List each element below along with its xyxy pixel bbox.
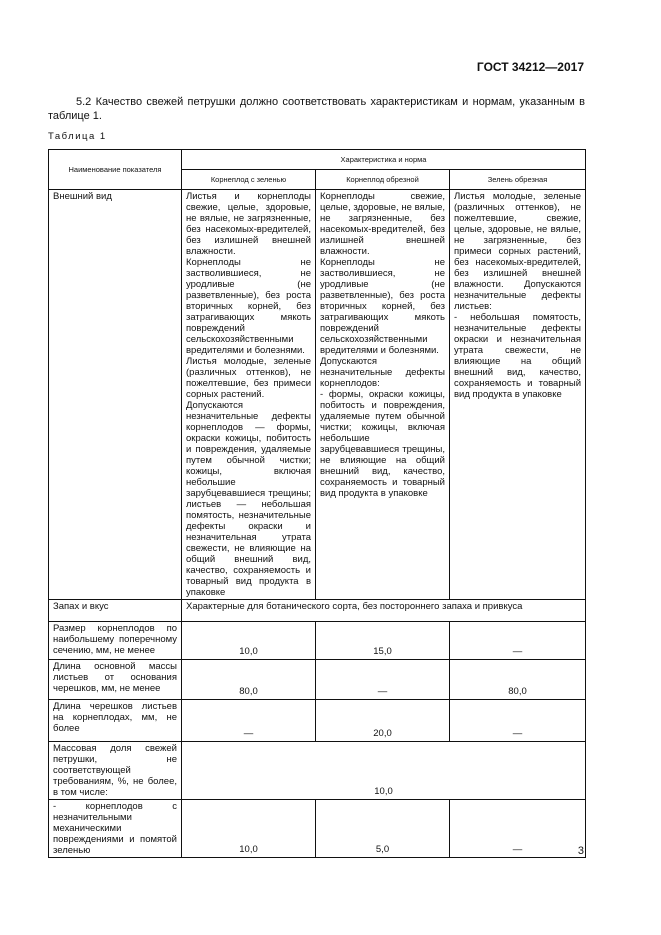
cell-paragraph: Допускаются незначительные дефекты корнеплодов — формы, окраски кожицы, побитость и повреждения, удаляемые путем обычной чистки; кожицы, включая небольшие зарубцевавшиеся трещины; листьев — небольшая помятость, незначительные дефекты окраски и незначительная утрата свежести, не влияющие на общий внешний вид, качество, сохраняемость и товарный вид продукта в упаковке (186, 400, 311, 598)
cell-paragraph: Листья молодые, зеленые (различных оттенков), не пожелтевшие, без примеси сорных растений. (186, 356, 311, 400)
table-row (49, 742, 586, 800)
table-header-row (49, 150, 586, 170)
cell-paragraph: Корнеплоды не застволившиеся, не уродливые (не разветвленные), без роста вторичных корней, без затрагивающих мякоть повреждений сельскохозяйственными вредителями и болезнями. (320, 257, 445, 356)
taste-value: Характерные для ботанического сорта, без постороннего запаха и привкуса (182, 600, 586, 622)
requirements-table (48, 149, 586, 858)
row-label: Внешний вид (49, 190, 182, 600)
table-caption: Таблица 1 (48, 131, 107, 142)
table-cell: 15,0 (316, 622, 450, 660)
mass-fraction-value: 10,0 (182, 742, 586, 800)
cell-paragraph: Допускаются незначительные дефекты корнеплодов: (320, 356, 445, 389)
table-cell: — (316, 660, 450, 700)
standard-number: ГОСТ 34212—2017 (476, 60, 584, 74)
table-cell: — (450, 700, 586, 742)
table-row (49, 600, 586, 622)
table-cell: — (450, 622, 586, 660)
col-header-root-with-greens: Корнеплод с зеленью (182, 170, 316, 190)
table-row (49, 800, 586, 858)
cell-paragraph: - небольшая помятость, незначительные дефекты окраски и незначительная утрата свежести, не влияющие на общий внешний вид, качество, сохраняемость и товарный вид продукта в упаковке (454, 312, 582, 400)
table-cell: 20,0 (316, 700, 450, 742)
table-cell: 80,0 (450, 660, 586, 700)
page-number: 3 (577, 845, 584, 857)
table-cell: — (450, 800, 586, 858)
appearance-cell-2 (316, 190, 450, 600)
table-row (49, 700, 586, 742)
cell-paragraph: Листья и корнеплоды свежие, целые, здоровые, не вялые, не загрязненные, без насекомых-вредителей, без излишней внешней влажности. (186, 191, 311, 257)
col-header-trimmed-root: Корнеплод обрезной (316, 170, 450, 190)
intro-paragraph: 5.2 Качество свежей петрушки должно соответствовать характеристикам и нормам, указанным в таблице 1. (48, 96, 585, 122)
table-cell: 80,0 (182, 660, 316, 700)
col-header-trimmed-greens: Зелень обрезная (450, 170, 586, 190)
appearance-cell-3 (450, 190, 586, 600)
appearance-cell-1 (182, 190, 316, 600)
row-label: - корнеплодов с незначительными механическими повреждениями и помятой зеленью (49, 800, 182, 858)
table-cell: 10,0 (182, 800, 316, 858)
cell-paragraph: - формы, окраски кожицы, побитость и повреждения, удаляемые путем обычной чистки; кожицы, включая небольшие зарубцевавшиеся трещины, не влияющие на общий внешний вид, качество, сохраняемость и товарный вид продукта в упаковке (320, 389, 445, 499)
table-cell: 10,0 (182, 622, 316, 660)
cell-paragraph: Листья молодые, зеленые (различных оттенков), не пожелтевшие, свежие, целые, здоровые, не вялые, не загрязненные, без примеси сорных растений, без насекомых-вредителей, без излишней внешней влажности. Допускаются незначительные дефекты листьев: (454, 191, 582, 312)
cell-paragraph: Корнеплоды свежие, целые, здоровые, не вялые, не загрязненные, без насекомых-вредителей, без излишней внешней влажности. (320, 191, 445, 257)
col-header-indicator: Наименование показателя (49, 150, 182, 190)
table-row (49, 190, 586, 600)
table-row (49, 660, 586, 700)
row-label: Длина основной массы листьев от основания черешков, мм, не менее (49, 660, 182, 700)
cell-paragraph: Корнеплоды не застволившиеся, не уродливые (не разветвленные), без роста вторичных корней, без затрагивающих мякоть повреждений сельскохозяйственными вредителями и болезнями. (186, 257, 311, 356)
row-label: Длина черешков листьев на корнеплодах, мм, не более (49, 700, 182, 742)
row-label: Размер корнеплодов по наибольшему поперечному сечению, мм, не менее (49, 622, 182, 660)
table-cell: — (182, 700, 316, 742)
col-header-group: Характеристика и норма (182, 150, 586, 170)
table-cell: 5,0 (316, 800, 450, 858)
row-label: Запах и вкус (49, 600, 182, 622)
table-row (49, 622, 586, 660)
row-label: Массовая доля свежей петрушки, не соответствующей требованиям, %, не более, в том числе: (49, 742, 182, 800)
